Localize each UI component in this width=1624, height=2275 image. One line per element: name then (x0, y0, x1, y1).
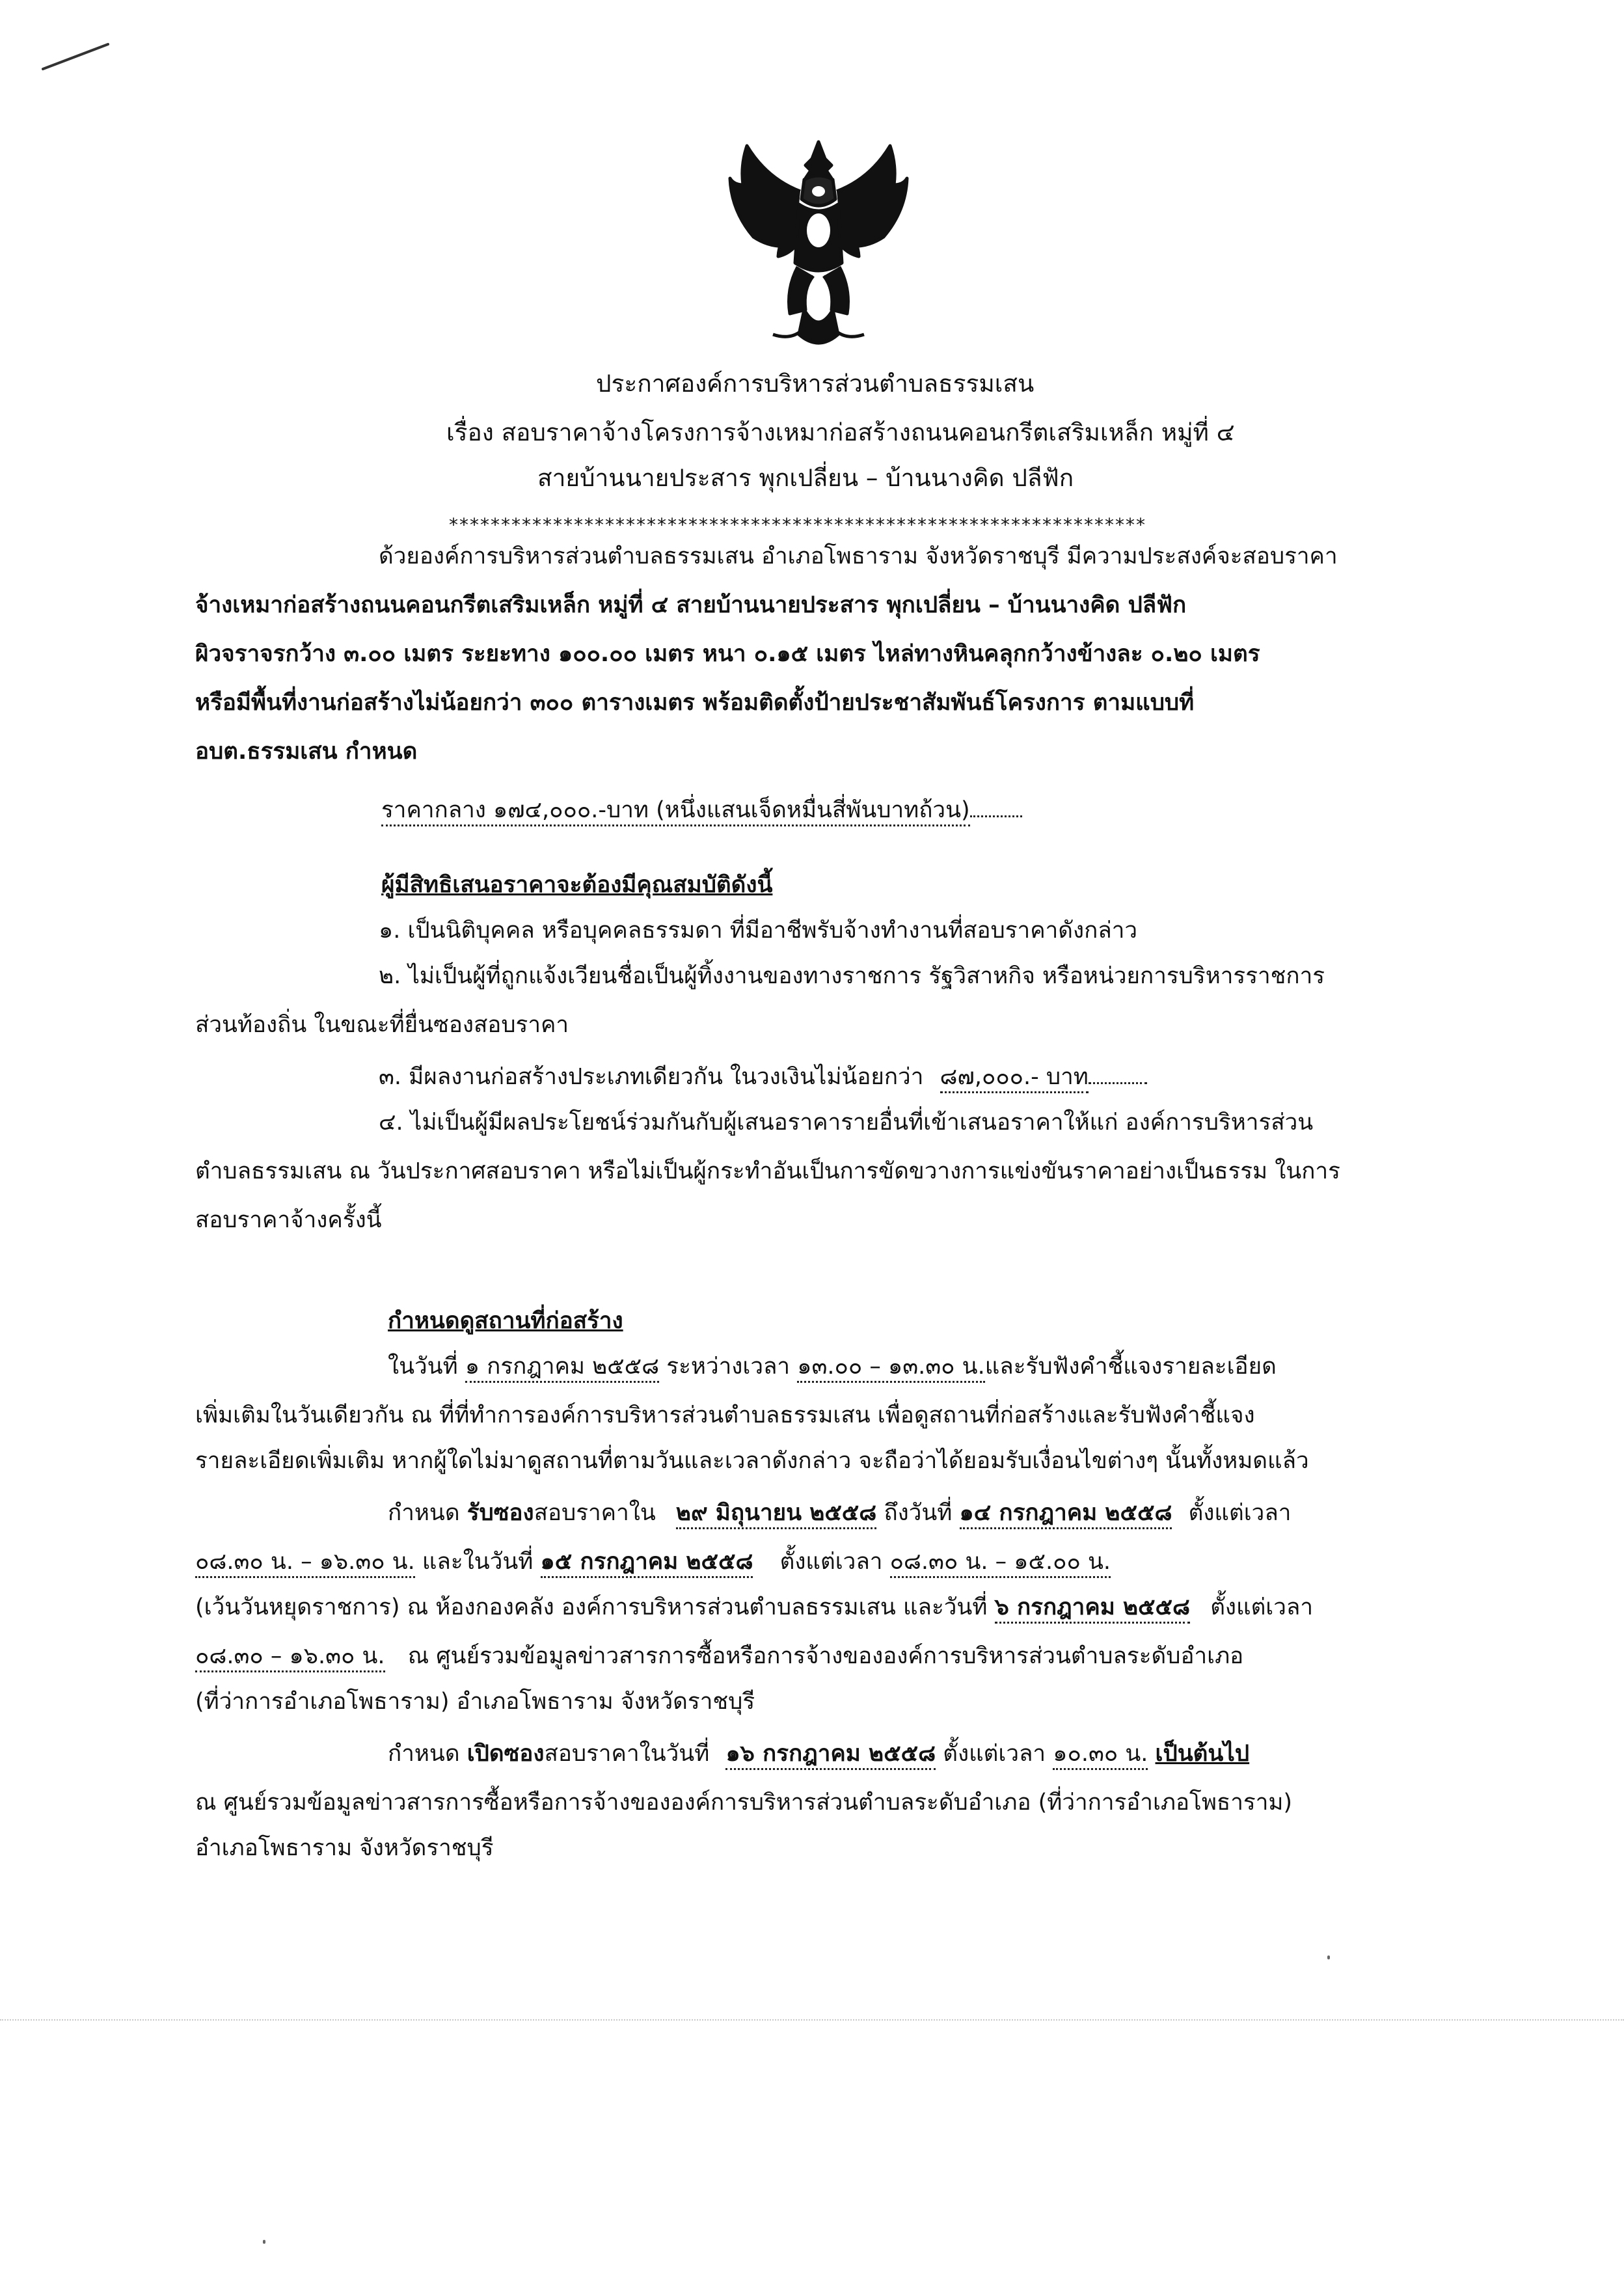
submission-line-3 (195, 1591, 1313, 1624)
title-separator: ******************************************************************* (449, 514, 1146, 536)
submission-l3-text: (เว้นวันหยุดราชการ) ณ ห้องกองคลัง องค์การบริหารส่วนตำบลธรรมเสน และวันที่ (195, 1594, 988, 1620)
announcement-title: ประกาศองค์การบริหารส่วนตำบลธรรมเสน (596, 370, 1035, 398)
garuda-emblem-icon (727, 139, 910, 351)
qualification-3-fill (1089, 1081, 1147, 1084)
submission-time-1: ๐๘.๓๐ น. – ๑๖.๓๐ น. (195, 1549, 415, 1578)
opening-pre: กำหนด (388, 1741, 460, 1767)
site-visit-time-label: ระหว่างเวลา (666, 1354, 791, 1380)
site-visit-line-2: เพิ่มเติมในวันเดียวกัน ณ ที่ที่ทำการองค์การบริหารส่วนตำบลธรรมเสน เพื่อดูสถานที่ก่อสร้างและรับฟังคำชี้แจง (195, 1402, 1255, 1428)
submission-to-date: ๑๔ กรกฎาคม ๒๕๕๘ (960, 1500, 1172, 1529)
site-visit-date: ๑ กรกฎาคม ๒๕๕๘ (465, 1354, 659, 1383)
submission-pre: กำหนด (388, 1500, 460, 1526)
qualification-2: ๒. ไม่เป็นผู้ที่ถูกแจ้งเวียนชื่อเป็นผู้ทิ้งงานของทางราชการ รัฐวิสาหกิจ หรือหน่วยการบริหารราชการ (379, 963, 1325, 989)
submission-line-4 (195, 1640, 1243, 1672)
submission-l4-rest: ณ ศูนย์รวมข้อมูลข่าวสารการซื้อหรือการจ้างขององค์การบริหารส่วนตำบลระดับอำเภอ (407, 1643, 1244, 1669)
scan-dust (1327, 1955, 1330, 1959)
submission-time-2: ๐๘.๓๐ น. – ๑๕.๐๐ น. (890, 1549, 1111, 1578)
opening-time-label: ตั้งแต่เวลา (943, 1741, 1046, 1767)
scan-dust (263, 2240, 265, 2244)
submission-time-label: ตั้งแต่เวลา (1188, 1500, 1292, 1526)
submission-to-label: ถึงวันที่ (884, 1500, 953, 1526)
submission-time-label-3: ตั้งแต่เวลา (1210, 1594, 1314, 1620)
opening-time: ๑๐.๓๐ น. (1053, 1741, 1148, 1770)
submission-line-1 (388, 1497, 1291, 1529)
qualification-3 (379, 1061, 1147, 1093)
qualification-4-cont: ตำบลธรรมเสน ณ วันประกาศสอบราคา หรือไม่เป็นผู้กระทำอันเป็นการขัดขวางการแข่งขันราคาอย่างเป็นธรรม ในการ (195, 1158, 1340, 1184)
opening-line-2: ณ ศูนย์รวมข้อมูลข่าวสารการซื้อหรือการจ้างขององค์การบริหารส่วนตำบลระดับอำเภอ (ที่ว่าการอำเภอโพธาราม) (195, 1790, 1293, 1816)
site-visit-post: และรับฟังคำชี้แจงรายละเอียด (984, 1354, 1277, 1380)
submission-bold: รับซอง (467, 1500, 534, 1526)
opening-mid: สอบราคาในวันที่ (544, 1741, 710, 1767)
opening-bold: เปิดซอง (467, 1741, 545, 1767)
qualification-1: ๑. เป็นนิติบุคคล หรือบุคคลธรรมดา ที่มีอาชีพรับจ้างทำงานที่สอบราคาดังกล่าว (379, 918, 1138, 944)
site-visit-line-1 (388, 1350, 1277, 1383)
submission-time-label-2: ตั้งแต่เวลา (779, 1549, 883, 1575)
opening-post: เป็นต้นไป (1155, 1741, 1250, 1767)
site-visit-heading: กำหนดดูสถานที่ก่อสร้าง (388, 1308, 623, 1334)
qualifications-heading: ผู้มีสิทธิเสนอราคาจะต้องมีคุณสมบัติดังนี้ (381, 872, 773, 898)
opening-line-1 (388, 1737, 1249, 1770)
qualification-3-text: ๓. มีผลงานก่อสร้างประเภทเดียวกัน ในวงเงินไม่น้อยกว่า (379, 1064, 924, 1090)
announcement-subject: เรื่อง สอบราคาจ้างโครงการจ้างเหมาก่อสร้างถนนคอนกรีตเสริมเหล็ก หมู่ที่ ๔ (446, 418, 1235, 446)
qualification-3-amount: ๘๗,๐๐๐.- บาท (940, 1064, 1089, 1093)
opening-date: ๑๖ กรกฎาคม ๒๕๕๘ (725, 1741, 936, 1770)
qualification-4: ๔. ไม่เป็นผู้มีผลประโยชน์ร่วมกันกับผู้เสนอราคารายอื่นที่เข้าเสนอราคาให้แก่ องค์การบริหารส่วน (379, 1110, 1314, 1136)
site-visit-day-label: ในวันที่ (388, 1354, 458, 1380)
median-price (381, 794, 1022, 826)
pen-stroke-mark (40, 40, 112, 73)
submission-line-2 (195, 1546, 1111, 1578)
median-price-text: ราคากลาง ๑๗๔,๐๐๐.-บาท (หนึ่งแสนเจ็ดหมื่นสี่พันบาทถ้วน) (381, 797, 970, 826)
submission-time-3: ๐๘.๓๐ – ๑๖.๓๐ น. (195, 1643, 385, 1672)
submission-and-day: และในวันที่ (422, 1549, 534, 1575)
qualification-4-end: สอบราคาจ้างครั้งนี้ (195, 1207, 382, 1233)
intro-line-2: จ้างเหมาก่อสร้างถนนคอนกรีตเสริมเหล็ก หมู่ที่ ๔ สายบ้านนายประสาร พุกเปลี่ยน – บ้านนางคิด ปลีฟัก (195, 592, 1187, 618)
submission-day-2: ๑๕ กรกฎาคม ๒๕๕๘ (541, 1549, 753, 1578)
opening-line-3: อำเภอโพธาราม จังหวัดราชบุรี (195, 1835, 494, 1861)
site-visit-line-3: รายละเอียดเพิ่มเติม หากผู้ใดไม่มาดูสถานที่ตามวันและเวลาดังกล่าว จะถือว่าได้ยอมรับเงื่อนไขต่างๆ นั้นทั้งหมดแล้ว (195, 1448, 1309, 1474)
intro-line-5: อบต.ธรรมเสน กำหนด (195, 739, 418, 765)
scan-edge-line (0, 2019, 1624, 2021)
intro-line-1: ด้วยองค์การบริหารส่วนตำบลธรรมเสน อำเภอโพธาราม จังหวัดราชบุรี มีความประสงค์จะสอบราคา (379, 543, 1338, 569)
intro-line-4: หรือมีพื้นที่งานก่อสร้างไม่น้อยกว่า ๓๐๐ ตารางเมตร พร้อมติดตั้งป้ายประชาสัมพันธ์โครงการ ตามแบบที่ (195, 690, 1195, 716)
submission-mid: สอบราคาใน (534, 1500, 656, 1526)
site-visit-time: ๑๓.๐๐ – ๑๓.๓๐ น. (797, 1354, 984, 1383)
median-price-fill (970, 814, 1022, 817)
submission-line-5: (ที่ว่าการอำเภอโพธาราม) อำเภอโพธาราม จังหวัดราชบุรี (195, 1689, 755, 1715)
announcement-subject-cont: สายบ้านนายประสาร พุกเปลี่ยน – บ้านนางคิด ปลีฟัก (537, 464, 1074, 492)
intro-line-3: ผิวจราจรกว้าง ๓.๐๐ เมตร ระยะทาง ๑๐๐.๐๐ เมตร หนา ๐.๑๕ เมตร ไหล่ทางหินคลุกกว้างข้างละ ๐.๒๐ เมตร (195, 641, 1260, 667)
submission-from-date: ๒๙ มิถุนายน ๒๕๕๘ (676, 1500, 876, 1529)
qualification-2-cont: ส่วนท้องถิ่น ในขณะที่ยื่นซองสอบราคา (195, 1012, 569, 1038)
submission-day-3: ๖ กรกฎาคม ๒๕๕๘ (995, 1594, 1190, 1624)
